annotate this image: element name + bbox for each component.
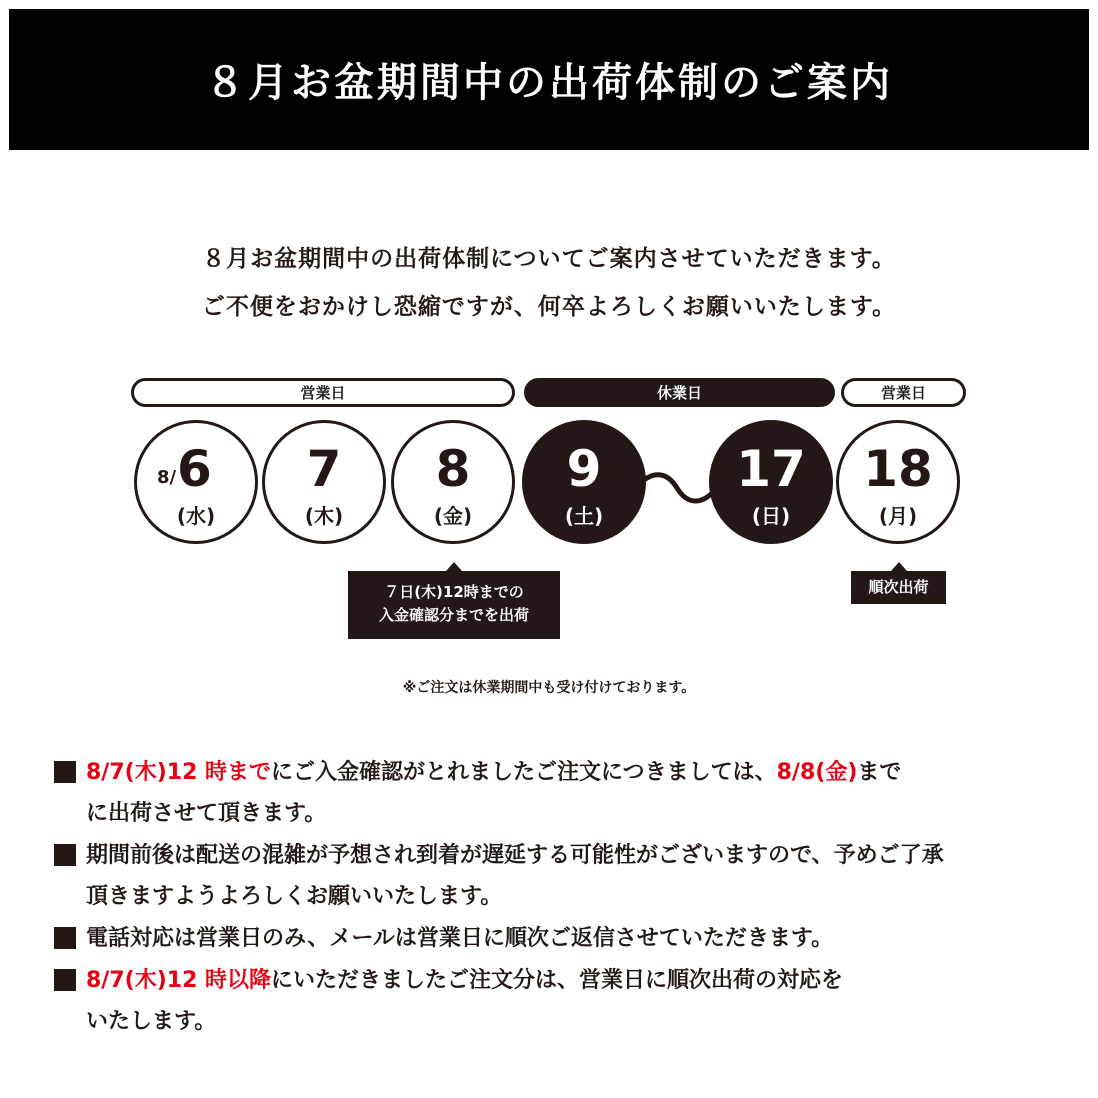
day-weekday: (土) bbox=[564, 504, 604, 528]
day-number: 6 bbox=[177, 440, 212, 498]
highlight-text: 8/8(金) bbox=[776, 760, 858, 785]
item-text: 電話対応は営業日のみ、メールは営業日に順次ご返信させていただきます。 bbox=[86, 926, 834, 951]
day-circle-17 bbox=[709, 420, 833, 544]
page-title: ８月お盆期間中の出荷体制のご案内 bbox=[205, 60, 893, 106]
day-weekday: (日) bbox=[751, 504, 791, 528]
period-pill-business bbox=[841, 378, 966, 407]
note-line-1: ７日(木)12時までの bbox=[384, 583, 524, 601]
bullet-square-icon bbox=[54, 844, 76, 866]
header-banner bbox=[9, 9, 1089, 150]
day-circle-18 bbox=[836, 420, 960, 544]
note-line-2: 入金確認分までを出荷 bbox=[378, 606, 529, 624]
list-item bbox=[54, 960, 1064, 1042]
highlight-text: 8/7(木)12 時以降 bbox=[86, 968, 272, 993]
note-line: 順次出荷 bbox=[868, 578, 929, 596]
day-number: 17 bbox=[736, 440, 806, 498]
bullet-square-icon bbox=[54, 927, 76, 949]
intro-line-2: ご不便をおかけし恐縮ですが、何卒よろしくお願いいたします。 bbox=[201, 294, 897, 320]
notice-list bbox=[54, 752, 1064, 1043]
note-aug18 bbox=[851, 571, 946, 604]
day-weekday: (月) bbox=[878, 504, 918, 528]
period-pill-business bbox=[131, 378, 515, 407]
item-text: にご入金確認がとれましたご注文につきましては、 bbox=[271, 760, 777, 785]
day-number: 18 bbox=[863, 440, 933, 498]
highlight-text: 8/7(木)12 時まで bbox=[86, 760, 272, 785]
day-circle-6 bbox=[134, 420, 258, 544]
day-number: 8 bbox=[435, 440, 471, 498]
bullet-square-icon bbox=[54, 969, 76, 991]
period-label: 休業日 bbox=[656, 384, 702, 402]
day-weekday: (金) bbox=[433, 504, 473, 528]
day-circle-8 bbox=[391, 420, 515, 544]
callout-arrow bbox=[891, 562, 907, 571]
day-circle-7 bbox=[262, 420, 386, 544]
item-text: 頂きますようよろしくお願いいたします。 bbox=[86, 884, 503, 909]
list-item bbox=[54, 752, 1064, 834]
footnote: ※ご注文は休業期間中も受け付けております。 bbox=[402, 680, 696, 696]
callout-arrow bbox=[446, 562, 462, 571]
item-text: に出荷させて頂きます。 bbox=[86, 801, 327, 826]
bullet-square-icon bbox=[54, 761, 76, 783]
day-circle-9 bbox=[522, 420, 646, 544]
note-aug8 bbox=[348, 571, 560, 639]
list-item bbox=[54, 918, 1064, 959]
day-weekday: (木) bbox=[304, 504, 344, 528]
item-text: にいただきましたご注文分は、営業日に順次出荷の対応を bbox=[271, 968, 844, 993]
period-label: 営業日 bbox=[880, 384, 926, 402]
item-text: いたします。 bbox=[86, 1009, 217, 1034]
day-number: 9 bbox=[566, 440, 602, 498]
list-item bbox=[54, 835, 1064, 917]
month-prefix: 8/ bbox=[157, 467, 177, 488]
item-text: 期間前後は配送の混雑が予想され到着が遅延する可能性がございますので、予めご了承 bbox=[86, 843, 944, 868]
day-number: 7 bbox=[306, 440, 342, 498]
item-text: まで bbox=[857, 760, 902, 785]
day-weekday: (水) bbox=[176, 504, 216, 528]
period-pill-holiday bbox=[524, 378, 835, 407]
period-label: 営業日 bbox=[300, 384, 346, 402]
intro-line-1: ８月お盆期間中の出荷体制についてご案内させていただきます。 bbox=[202, 246, 896, 272]
